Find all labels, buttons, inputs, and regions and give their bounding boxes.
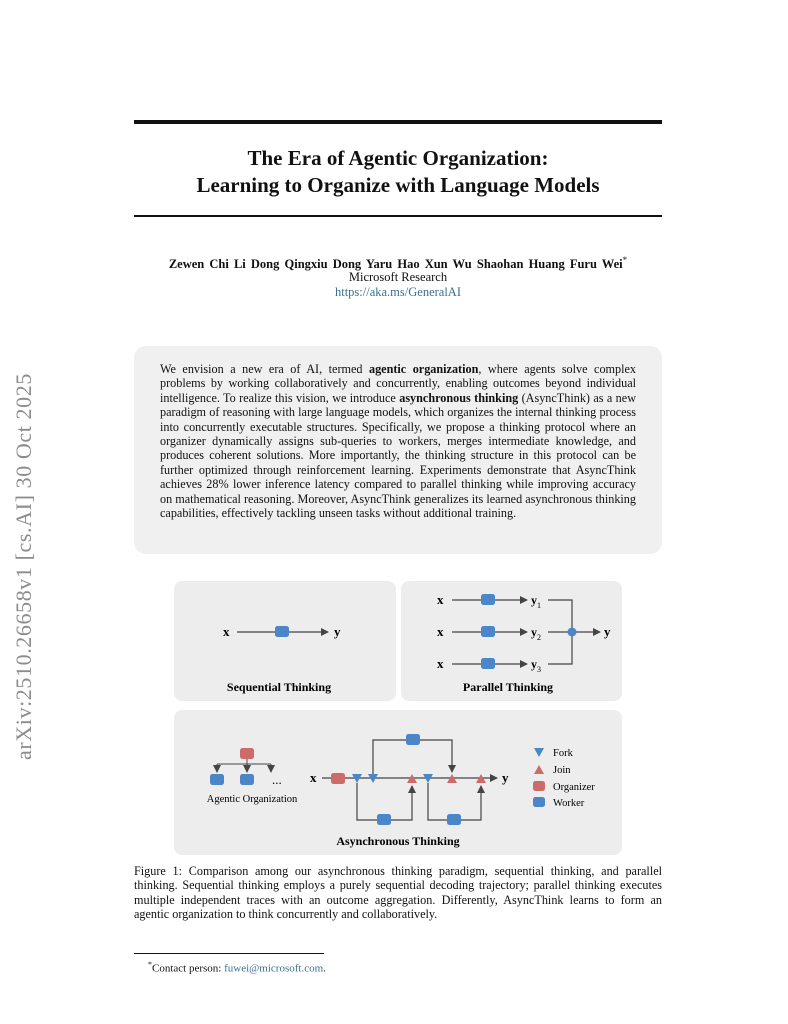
legend-worker-icon	[533, 797, 545, 807]
par-title: Parallel Thinking	[462, 680, 554, 694]
legend-worker-label: Worker	[553, 798, 585, 809]
author-footnote-mark: *	[622, 255, 628, 265]
footnote	[148, 960, 648, 975]
async-worker-node-lower-2	[447, 814, 461, 825]
abstract-part: (AsyncThink) as a new paradigm of reasoning with large language models, which organizes the internal thinking process into concurrently executable structures. Specifically, we propose a thinking protocol where an organizer dynamically assigns sub-queries to workers, merges intermediate knowledge, and produces coherent solutions. More importantly, the thinking structure in this protocol can be further optimized through reinforcement learning. Experiments demonstrate that AsyncThink achieves 28% lower inference latency compared to parallel thinking while improving accuracy on mathematical reasoning. Moreover, AsyncThink generalizes its learned asynchronous thinking capabilities, effectively tackling unseen tasks without additional training.	[160, 390, 636, 521]
par-output-label-2: $y_2$	[531, 625, 541, 642]
caption-label: Figure 1:	[134, 864, 183, 878]
async-input-label: x	[310, 770, 317, 785]
abstract-term-agentic-organization: agentic organization	[368, 362, 479, 376]
caption-text: Comparison among our asynchronous thinking paradigm, sequential thinking, and parallel thinking. Sequential thinking employs a purely sequential decoding trajectory; parallel thinking executes multiple independent traces with an outcome aggregation. Differently, AsyncThink learns to form an agentic organization to think concurrently and collaboratively.	[134, 864, 662, 922]
async-worker-node-upper	[406, 734, 420, 745]
seq-title: Sequential Thinking	[226, 680, 332, 694]
footnote-label: Contact person:	[152, 962, 225, 975]
contact-email-link[interactable]: fuwei@microsoft.com	[224, 962, 324, 975]
abstract-part: We envision a new era of AI, termed	[160, 362, 369, 376]
legend-organizer-label: Organizer	[553, 782, 595, 793]
org-worker-node-1	[210, 774, 224, 785]
abstract-part: , where agents solve complex problems by working collaboratively and concurrently, enabling outcomes beyond individual intelligence. To realize this vision, we introduce	[160, 362, 636, 405]
seq-worker-node	[275, 626, 289, 637]
par-output-label-3: $y_3$	[531, 657, 541, 674]
affiliation: Microsoft Research	[348, 270, 448, 284]
footnote-end: .	[323, 962, 326, 975]
async-output-label: y	[502, 770, 509, 785]
par-output-label: y	[604, 624, 611, 639]
abstract-term-asynchronous-thinking: asynchronous thinking	[399, 390, 519, 405]
org-ellipsis: ...	[272, 772, 282, 787]
title-line-1: The Era of Agentic Organization:	[247, 146, 549, 170]
async-organizer-node	[331, 773, 345, 784]
legend	[533, 748, 595, 809]
par-input-label-1: x	[437, 592, 444, 607]
author-names: Zewen Chi Li Dong Qingxiu Dong Yaru Hao Xun Wu Shaohan Huang Furu Wei	[168, 257, 623, 272]
par-worker-node-2	[481, 626, 495, 637]
parallel-diagram	[437, 592, 611, 694]
org-worker-node-2	[240, 774, 254, 785]
project-link[interactable]: https://aka.ms/GeneralAI	[334, 285, 461, 299]
legend-join-icon	[534, 765, 544, 774]
footnote-mark: *	[148, 960, 152, 969]
org-label: Agentic Organization	[206, 794, 298, 805]
legend-organizer-icon	[533, 781, 545, 791]
par-worker-node-3	[481, 658, 495, 669]
par-input-label-2: x	[437, 624, 444, 639]
legend-fork-icon	[534, 748, 544, 757]
par-worker-node-1	[481, 594, 495, 605]
par-aggregation-node	[568, 628, 577, 637]
seq-input-label: x	[223, 624, 230, 639]
agentic-organization-tree	[207, 748, 298, 805]
par-input-label-3: x	[437, 656, 444, 671]
figure-caption	[134, 864, 662, 922]
async-title: Asynchronous Thinking	[336, 834, 460, 848]
title-line-2: Learning to Organize with Language Models	[196, 173, 600, 197]
arxiv-identifier: arXiv:2510.26658v1 [cs.AI] 30 Oct 2025	[11, 373, 36, 760]
org-organizer-node	[240, 748, 254, 759]
legend-fork-label: Fork	[553, 748, 573, 759]
seq-output-label: y	[334, 624, 341, 639]
async-worker-node-lower-1	[377, 814, 391, 825]
async-upper-branch	[373, 740, 452, 774]
legend-join-label: Join	[553, 765, 571, 776]
footnote-rule	[134, 953, 324, 954]
par-output-label-1: $y_1$	[531, 593, 541, 610]
sequential-diagram	[223, 624, 341, 694]
async-diagram	[310, 734, 509, 848]
